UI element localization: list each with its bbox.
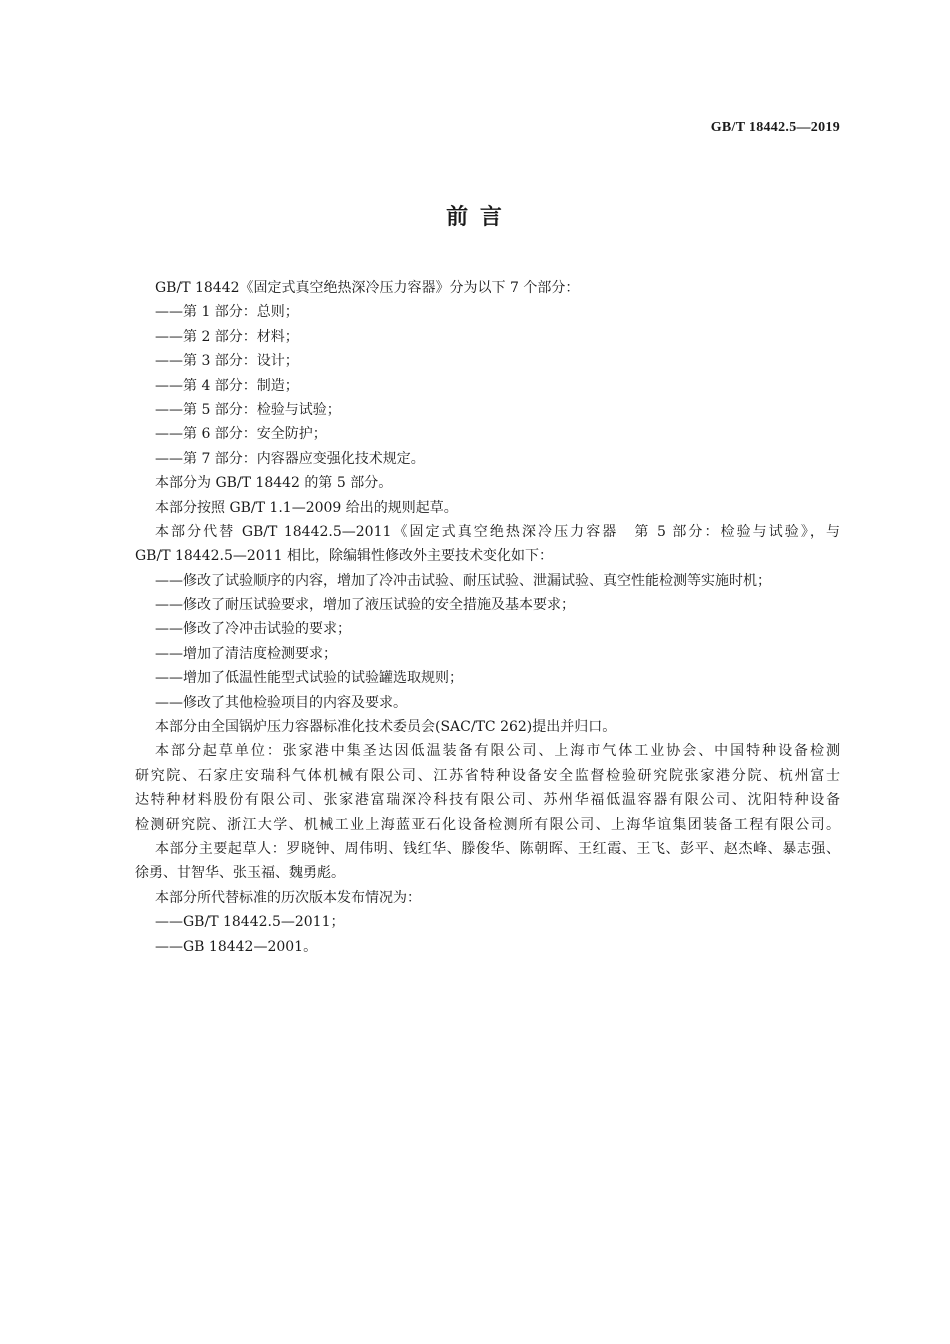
list-item: ——第 7 部分：内容器应变强化技术规定。 xyxy=(155,450,425,467)
list-item: ——GB 18442—2001。 xyxy=(155,938,318,955)
text-line: 徐勇、甘智华、张玉福、魏勇彪。 xyxy=(135,865,345,882)
text-line: GB/T 18442.5—2011 相比，除编辑性修改外主要技术变化如下： xyxy=(135,548,553,565)
foreword-body xyxy=(135,276,840,959)
text-line: GB/T 18442《固定式真空绝热深冷压力容器》分为以下 7 个部分： xyxy=(155,280,580,296)
list-item: ——第 6 部分：安全防护； xyxy=(155,426,327,443)
page-title: 前 言 xyxy=(446,204,504,230)
text-line: 本部分按照 GB/T 1.1—2009 给出的规则起草。 xyxy=(155,499,458,516)
text-line: 本部分起草单位：张家港中集圣达因低温装备有限公司、上海市气体工业协会、中国特种设备检测 xyxy=(155,743,840,760)
list-item: ——修改了冷冲击试验的要求； xyxy=(155,621,351,638)
list-item: ——第 1 部分：总则； xyxy=(155,304,299,321)
text-line: 本部分主要起草人：罗晓钟、周伟明、钱红华、滕俊华、陈朝晖、王红霞、王飞、彭平、赵杰峰、暴志强、 xyxy=(155,840,840,857)
list-item: ——第 4 部分：制造； xyxy=(155,377,299,394)
list-item: ——第 2 部分：材料； xyxy=(155,328,299,345)
list-item: ——修改了其他检验项目的内容及要求。 xyxy=(155,694,407,711)
list-item: ——第 5 部分：检验与试验； xyxy=(155,401,341,418)
text-line: 本部分为 GB/T 18442 的第 5 部分。 xyxy=(155,475,393,492)
text-line: 本部分由全国锅炉压力容器标准化技术委员会(SAC/TC 262)提出并归口。 xyxy=(155,719,617,736)
standard-number: GB/T 18442.5—2019 xyxy=(710,120,840,135)
text-line: 研究院、石家庄安瑞科气体机械有限公司、江苏省特种设备安全监督检验研究院张家港分院、杭州富士 xyxy=(135,767,840,784)
text-line: 本部分所代替标准的历次版本发布情况为： xyxy=(155,889,421,906)
list-item: ——修改了耐压试验要求，增加了液压试验的安全措施及基本要求； xyxy=(155,597,575,614)
list-item: ——增加了低温性能型式试验的试验罐选取规则； xyxy=(155,670,463,687)
list-item: ——修改了试验顺序的内容，增加了冷冲击试验、耐压试验、泄漏试验、真空性能检测等实施时机； xyxy=(155,572,771,589)
list-item: ——第 3 部分：设计； xyxy=(155,353,299,370)
list-item: ——GB/T 18442.5—2011； xyxy=(155,914,345,931)
text-line: 检测研究院、浙江大学、机械工业上海蓝亚石化设备检测所有限公司、上海华谊集团装备工程有限公司。 xyxy=(135,816,840,833)
text-line: 达特种材料股份有限公司、张家港富瑞深冷科技有限公司、苏州华福低温容器有限公司、沈阳特种设备 xyxy=(135,792,840,809)
text-line: 本部分代替 GB/T 18442.5—2011《固定式真空绝热深冷压力容器 第 5 部分：检验与试验》，与 xyxy=(155,523,840,540)
list-item: ——增加了清洁度检测要求； xyxy=(155,645,337,662)
